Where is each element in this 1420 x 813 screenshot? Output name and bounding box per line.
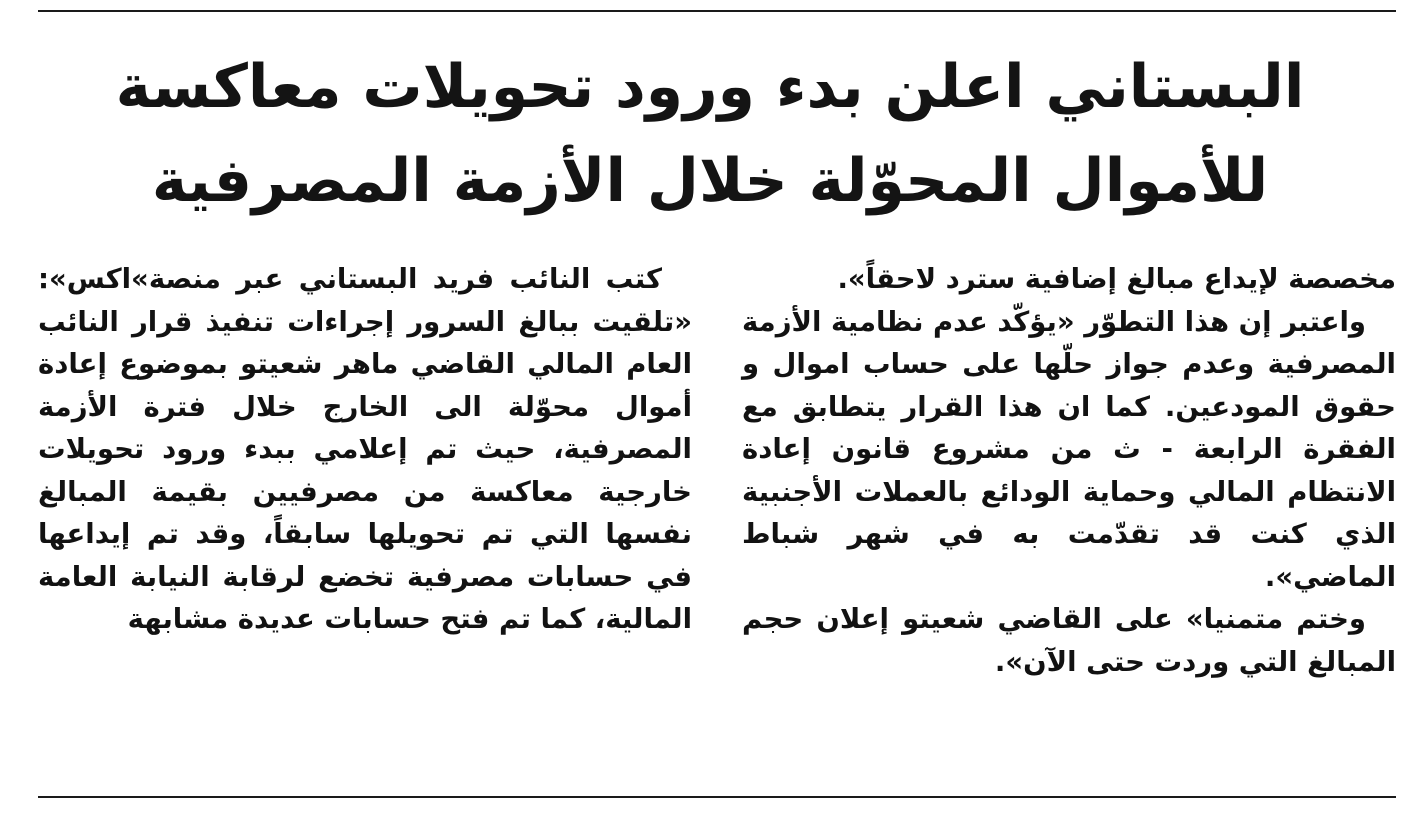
body-paragraph: مخصصة لإيداع مبالغ إضافية سترد لاحقاً».: [837, 263, 1396, 295]
headline-line-1: البستاني اعلن بدء ورود تحويلات معاكسة: [115, 52, 1305, 122]
top-rule: [38, 10, 1396, 12]
article-body: [38, 258, 1396, 683]
body-column-left: [742, 258, 1396, 683]
body-paragraph: كتب النائب فريد البستاني عبر منصة»اكس»: «تلقيت ببالغ السرور إجراءات تنفيذ قرار النائب العام المالي القاضي ماهر شعيتو بموضوع إعادة أموال محوّلة الى الخارج خلال فترة الأزمة المصرفية، حيث تم إعلامي ببدء ورود تحويلات خارجية معاكسة من مصرفيين بقيمة المبالغ نفسها التي تم تحويلها سابقاً، وقد تم إيداعها في حسابات مصرفية تخضع لرقابة النيابة العامة المالية، كما تم فتح حسابات عديدة مشابهة: [38, 263, 692, 635]
bottom-rule: [38, 796, 1396, 798]
body-paragraph: وختم متمنيا» على القاضي شعيتو إعلان حجم المبالغ التي وردت حتى الآن».: [742, 603, 1396, 678]
article-headline: [0, 40, 1420, 228]
body-paragraph: واعتبر إن هذا التطوّر «يؤكّد عدم نظامية الأزمة المصرفية وعدم جواز حلّها على حساب اموال و حقوق المودعين. كما ان هذا القرار يتطابق مع الفقرة الرابعة - ث من مشروع قانون إعادة الانتظام المالي وحماية الودائع بالعملات الأجنبية الذي كنت قد تقدّمت به في شهر شباط الماضي».: [742, 305, 1396, 593]
body-column-right: [38, 258, 692, 683]
headline-line-2: للأموال المحوّلة خلال الأزمة المصرفية: [151, 146, 1269, 216]
